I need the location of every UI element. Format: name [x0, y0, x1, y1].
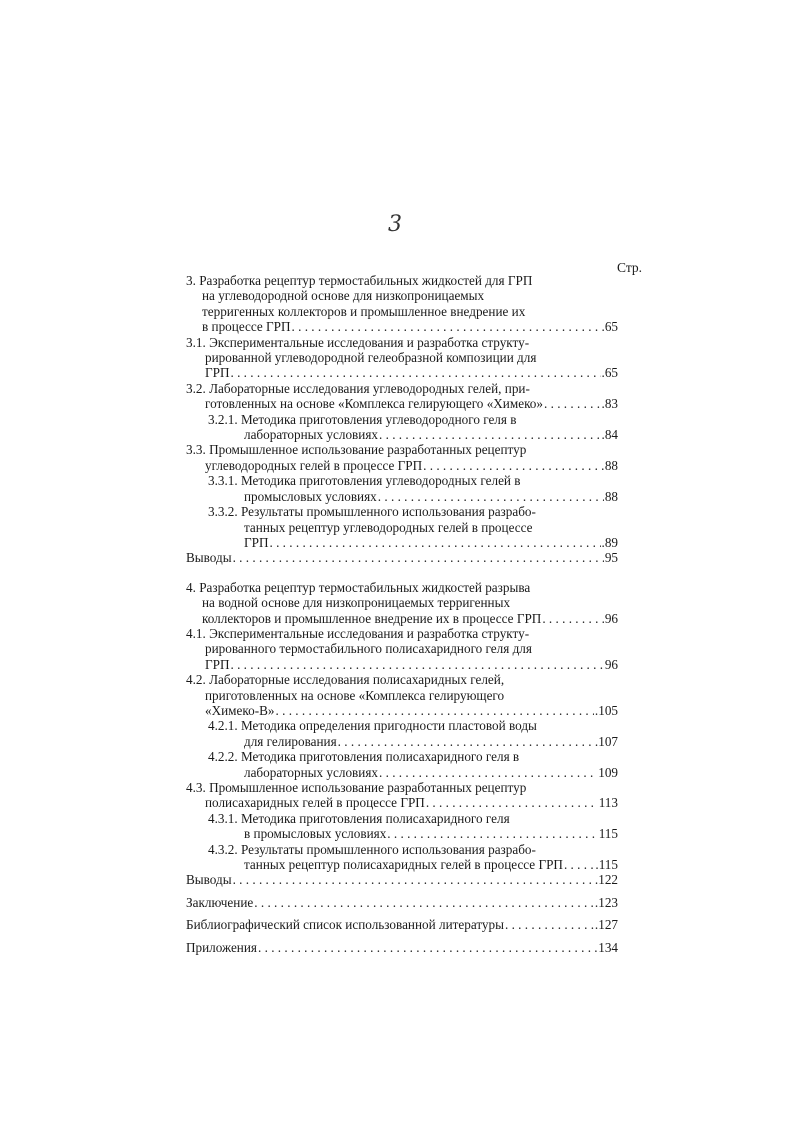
toc-page-number: 96	[604, 656, 618, 672]
toc-entry-line: 4.3.2. Результаты промышленного использования разрабо-	[208, 841, 536, 857]
dot-leader	[426, 795, 598, 810]
toc-entry[interactable]	[186, 504, 618, 550]
toc-page-number: 88	[604, 488, 618, 504]
toc-entry-line: танных рецептур углеводородных гелей в процессе	[244, 519, 533, 535]
toc-entry-line: коллекторов и промышленное внедрение их в процессе ГРП	[202, 610, 542, 626]
toc-entry-line: ГРП	[244, 534, 269, 550]
dot-leader	[338, 734, 594, 749]
toc-page-number: 115	[598, 826, 618, 842]
toc-spacer	[186, 566, 618, 580]
toc-spacer	[186, 933, 618, 940]
toc-page-number: .127	[594, 917, 618, 933]
toc-entry-line: 3.3.1. Методика приготовления углеводородных гелей в	[208, 473, 521, 489]
toc-entry[interactable]	[186, 381, 618, 412]
toc-entry-line: 4.3. Промышленное использование разработанных рецептур	[186, 780, 527, 795]
dot-leader	[379, 765, 597, 780]
toc-entry-line: 4. Разработка рецептур термостабильных жидкостей разрыва	[186, 579, 531, 595]
toc-entry[interactable]	[186, 749, 618, 780]
toc-entry[interactable]	[186, 672, 618, 718]
toc-entry-line: Выводы	[186, 550, 232, 566]
toc-entry[interactable]	[186, 626, 618, 672]
toc-page-number: .65	[601, 365, 618, 381]
toc-entry-line: в промысловых условиях	[244, 826, 387, 842]
dot-leader	[233, 872, 594, 887]
dot-leader	[544, 396, 601, 411]
toc-entry-line: 4.2.1. Методика определения пригодности пластовой воды	[208, 718, 537, 734]
toc-entry-line: ГРП	[205, 365, 230, 381]
dot-leader	[564, 857, 594, 872]
toc-entry[interactable]	[186, 412, 618, 443]
toc-entry[interactable]	[186, 872, 618, 887]
page-column-label: Стр.	[617, 260, 643, 275]
toc-entry[interactable]	[186, 780, 618, 811]
toc-page-number: .83	[601, 396, 618, 412]
toc-entry[interactable]	[186, 335, 618, 381]
dot-leader	[387, 826, 597, 841]
toc-spacer	[186, 888, 618, 895]
toc-entry-line: промысловых условиях	[244, 488, 377, 504]
toc-entry-line: танных рецептур полисахаридных гелей в процессе ГРП	[244, 857, 563, 873]
toc-entry-line: Библиографический список использованной литературы	[186, 917, 504, 933]
toc-entry[interactable]	[186, 917, 618, 932]
toc-entry-line: на углеводородной основе для низкопроницаемых	[202, 288, 485, 304]
toc-entry-line: 4.2.2. Методика приготовления полисахаридного геля в	[208, 749, 520, 765]
toc-entry-line: углеводородных гелей в процессе ГРП	[205, 457, 423, 473]
dot-leader	[258, 940, 597, 955]
toc-entry-line: 3. Разработка рецептур термостабильных жидкостей для ГРП	[186, 273, 533, 288]
dot-leader	[542, 611, 604, 626]
toc-entry[interactable]	[186, 550, 618, 565]
toc-entry-line: «Химеко-В»	[205, 702, 275, 718]
toc-entry-line: терригенных коллекторов и промышленное внедрение их	[202, 303, 526, 319]
toc-entry[interactable]	[186, 718, 618, 749]
toc-entry[interactable]	[186, 580, 618, 626]
toc-page-number: .115	[595, 857, 618, 873]
dot-leader	[505, 917, 594, 932]
toc-entry-line: 4.3.1. Методика приготовления полисахаридного геля	[208, 810, 510, 826]
toc-entry-line: 3.3.2. Результаты промышленного использования разрабо-	[208, 504, 536, 520]
dot-leader	[276, 703, 594, 718]
toc-entry[interactable]	[186, 273, 618, 335]
dot-leader	[378, 489, 604, 504]
toc-page-number: .65	[601, 319, 618, 335]
toc-page-number: .107	[594, 733, 618, 749]
toc-page-number: .123	[594, 894, 618, 910]
toc-entry-line: на водной основе для низкопроницаемых терригенных	[202, 595, 511, 611]
toc-page-number: 88	[604, 457, 618, 473]
table-of-contents	[186, 273, 618, 955]
dot-leader	[292, 319, 601, 334]
toc-page-number: .89	[601, 534, 618, 550]
toc-entry-line: в процессе ГРП	[202, 319, 291, 335]
toc-entry-line: Выводы	[186, 872, 232, 888]
toc-entry-line: 4.2. Лабораторные исследования полисахаридных гелей,	[186, 672, 505, 688]
toc-spacer	[186, 910, 618, 917]
toc-entry[interactable]	[186, 940, 618, 955]
dot-leader	[230, 365, 600, 380]
toc-entry-line: приготовленных на основе «Комплекса гелирующего	[205, 687, 505, 703]
toc-page-number: .84	[601, 427, 618, 443]
toc-page-number: 109	[598, 764, 618, 780]
dot-leader	[379, 427, 601, 442]
toc-entry-line: 3.2.1. Методика приготовления углеводородного геля в	[208, 411, 517, 427]
toc-page-number: .122	[594, 872, 618, 888]
page-number: 3	[388, 212, 402, 237]
toc-entry-line: лабораторных условиях	[244, 427, 378, 443]
toc-entry-line: полисахаридных гелей в процессе ГРП	[205, 795, 425, 811]
toc-page-number: .105	[594, 702, 618, 718]
dot-leader	[269, 535, 600, 550]
toc-entry-line: рированного термостабильного полисахаридного геля для	[205, 641, 532, 657]
toc-entry[interactable]	[186, 811, 618, 842]
toc-page-number: 134	[598, 939, 618, 955]
toc-page-number: 113	[598, 795, 618, 811]
toc-entry-line: 4.1. Экспериментальные исследования и разработка структу-	[186, 625, 530, 641]
toc-entry-line: для гелирования	[244, 733, 337, 749]
toc-entry[interactable]	[186, 895, 618, 910]
toc-entry-line: ГРП	[205, 656, 230, 672]
toc-entry-line: Заключение	[186, 894, 254, 910]
toc-page-number: 95	[604, 550, 618, 566]
toc-entry[interactable]	[186, 442, 618, 473]
toc-entry-line: 3.3. Промышленное использование разработанных рецептур	[186, 442, 527, 458]
toc-entry-line: рированной углеводородной гелеобразной композиции для	[205, 350, 537, 366]
toc-entry[interactable]	[186, 473, 618, 504]
toc-entry-line: Приложения	[186, 939, 257, 955]
dot-leader	[254, 895, 594, 910]
toc-entry[interactable]	[186, 842, 618, 873]
dot-leader	[423, 458, 604, 473]
toc-entry-line: готовленных на основе «Комплекса гелирующего «Химеко»	[205, 396, 543, 412]
toc-page-number: 96	[604, 610, 618, 626]
dot-leader	[230, 657, 603, 672]
toc-entry-line: 3.1. Экспериментальные исследования и разработка структу-	[186, 334, 530, 350]
toc-entry-line: 3.2. Лабораторные исследования углеводородных гелей, при-	[186, 380, 530, 396]
dot-leader	[233, 550, 604, 565]
toc-entry-line: лабораторных условиях	[244, 764, 378, 780]
